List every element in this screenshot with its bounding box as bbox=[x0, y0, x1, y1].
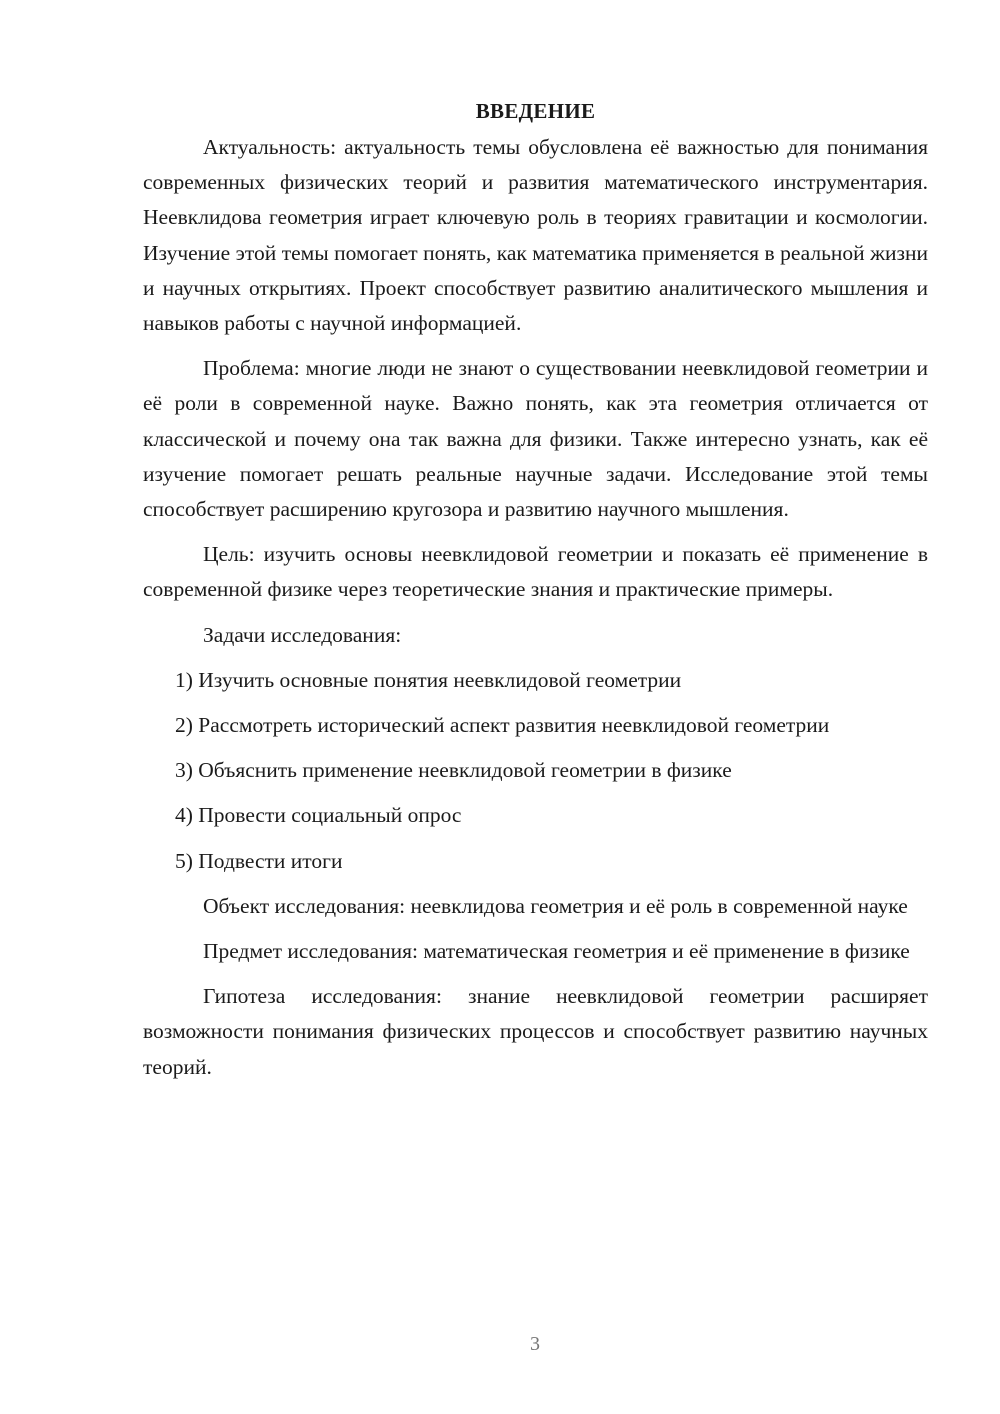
task-item: 5) Подвести итоги bbox=[175, 848, 343, 873]
task-item: 3) Объяснить применение неевклидовой геометрии в физике bbox=[175, 758, 732, 783]
task-item: 2) Рассмотреть исторический аспект развития неевклидовой геометрии bbox=[175, 713, 830, 738]
paragraph-goal: Цель: изучить основы неевклидовой геометрии и показать её применение в современной физике через теоретические знания и практические примеры. bbox=[143, 542, 928, 602]
task-item: 1) Изучить основные понятия неевклидовой геометрии bbox=[175, 667, 682, 692]
document-page bbox=[143, 96, 928, 1095]
paragraph-object: Объект исследования: неевклидова геометрия и её роль в современной науке bbox=[203, 893, 908, 918]
task-item: 4) Провести социальный опрос bbox=[175, 803, 462, 828]
paragraph-relevance: Актуальность: актуальность темы обусловлена её важностью для понимания современных физических теорий и развития математического инструментария. Неевклидова геометрия играет ключевую роль в теориях гравитации и космологии. Изучение этой темы помогает понять, как математика применяется в реальной жизни и научных открытиях. Проект способствует развитию аналитического мышления и навыков работы с научной информацией. bbox=[143, 135, 928, 336]
tasks-title: Задачи исследования: bbox=[203, 622, 402, 647]
paragraph-hypothesis: Гипотеза исследования: знание неевклидовой геометрии расширяет возможности понимания физических процессов и способствует развитию научных теорий. bbox=[143, 984, 928, 1079]
page-title: ВВЕДЕНИЕ bbox=[475, 99, 596, 123]
paragraph-subject: Предмет исследования: математическая геометрия и её применение в физике bbox=[203, 939, 910, 964]
page-number: 3 bbox=[530, 1333, 540, 1355]
paragraph-problem: Проблема: многие люди не знают о существовании неевклидовой геометрии и её роли в современной науке. Важно понять, как эта геометрия отличается от классической и почему она так важна для физики. Также интересно узнать, как её изучение помогает решать реальные научные задачи. Исследование этой темы способствует расширению кругозора и развитию научного мышления. bbox=[143, 356, 928, 522]
